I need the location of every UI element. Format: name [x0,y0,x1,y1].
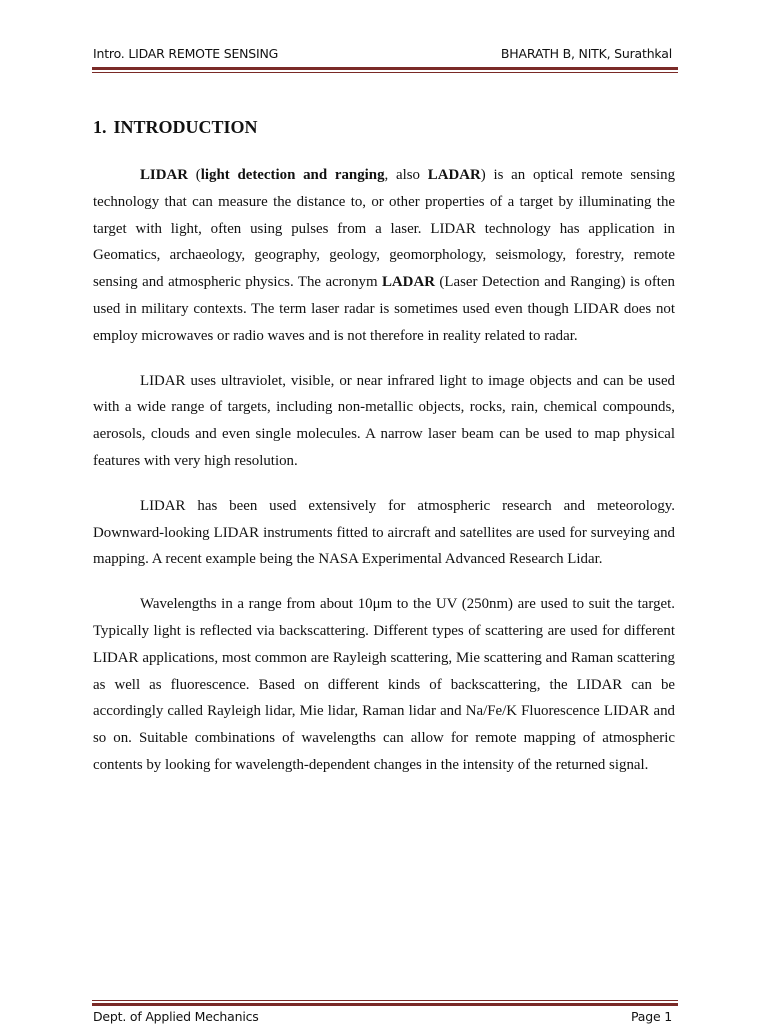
section-number: 1. [93,117,107,137]
p1-term-ladar: LADAR [427,167,481,183]
section-title: INTRODUCTION [113,117,258,137]
footer-rule-thin [92,1000,678,1001]
p1-term-lidar: LIDAR [140,167,188,183]
document-body [93,162,675,779]
p1-text-1: ( [188,167,201,183]
footer-rule-thick [92,1003,678,1006]
paragraph-4: Wavelengths in a range from about 10μm to the UV (250nm) are used to suit the target. Typically light is reflected via backscattering. Different types of scattering are used for different LIDAR applications, most common are Rayleigh scattering, Mie scattering and Raman scattering as well as fluorescence. Based on different kinds of backscattering, the LIDAR can be accordingly called Rayleigh lidar, Mie lidar, Raman lidar and Na/Fe/K Fluorescence LIDAR and so on. Suitable combinations of wavelengths can allow for remote mapping of atmospheric contents by looking for wavelength-dependent changes in the intensity of the returned signal. [93,596,675,773]
section-heading [93,117,258,138]
p1-term-ladar-2: LADAR [382,274,435,291]
header-right-author: BHARATH B, NITK, Surathkal [500,46,672,61]
paragraph-2: LIDAR uses ultraviolet, visible, or near infrared light to image objects and can be used with a wide range of targets, including non-metallic objects, rocks, rain, chemical compounds, aerosols, clouds and even single molecules. A narrow laser beam can be used to map physical features with very high resolution. [93,372,675,469]
footer-page-number: Page 1 [631,1009,672,1024]
p1-term-expansion: light detection and ranging [200,167,385,183]
paragraph-1 [93,162,675,350]
p1-text-3: ) is an optical remote sensing technology that can measure the distance to, or other properties of a target by illuminating the target with light, often using pulses from a laser. LIDAR technology has application in Geomatics, archaeology, geography, geology, geomorphology, seismology, forestry, remote sensing and atmospheric physics. The acronym [93,167,676,291]
header-rule-thick [92,67,678,70]
p1-text-4: (Laser Detection and Ranging) is often used in military contexts. The term laser radar is sometimes used even though LIDAR does not employ microwaves or radio waves and is not therefore in reality related to radar. [93,274,675,344]
p1-text-2: , also [384,167,428,183]
footer-department: Dept. of Applied Mechanics [93,1009,259,1024]
header-left-title: Intro. LIDAR REMOTE SENSING [93,46,279,61]
paragraph-3: LIDAR has been used extensively for atmospheric research and meteorology. Downward-looking LIDAR instruments fitted to aircraft and satellites are used for surveying and mapping. A recent example being the NASA Experimental Advanced Research Lidar. [93,497,675,568]
header-rule-thin [92,72,678,73]
